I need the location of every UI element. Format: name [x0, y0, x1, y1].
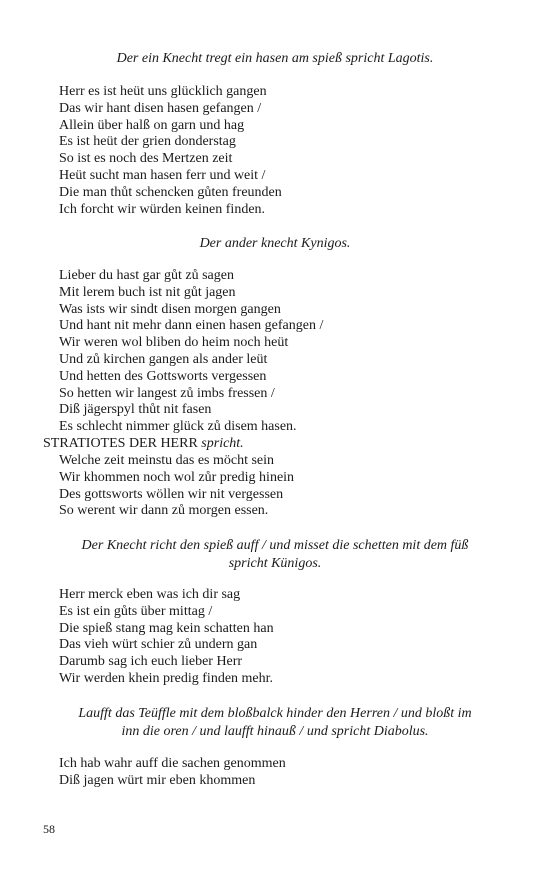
verse-line: Es ist heüt der grien donderstag [59, 134, 236, 150]
verse-line: Die spieß stang mag kein schatten han [59, 620, 274, 636]
stage-direction-diabolus [40, 705, 510, 741]
verse-line: Es schlecht nimmer glück zů disem hasen. [59, 419, 297, 435]
stage-direction-line: Laufft das Teüffle mit dem bloßbalck hinder den Herren / und bloßt im [78, 706, 472, 721]
verse-line: Welche zeit meinstu das es möcht sein [59, 453, 275, 468]
verse-line: Das vieh würt schier zů undern gan [59, 637, 258, 653]
verse-line: Herr merck eben was ich dir sag [59, 587, 241, 602]
verse-line: Das wir hant disen hasen gefangen / [59, 100, 262, 116]
speaker-verb: spricht. [201, 436, 244, 451]
stage-direction-kunigos [40, 537, 510, 573]
verse-line: Diß jagen würt mir eben khommen [59, 772, 256, 788]
verse-line: Ich forcht wir würden keinen finden. [59, 201, 266, 217]
stage-direction-line: Der Knecht richt den spieß auff / und misset die schetten mit dem füß [81, 538, 469, 553]
speaker-line-stratiotes [43, 436, 244, 453]
stanza-kynigos [59, 268, 519, 436]
stage-direction-line: inn die oren / und laufft hinauß / und spricht Diabolus. [121, 724, 429, 739]
verse-line: So hetten wir langest zů imbs fressen / [59, 385, 275, 401]
verse-line: Ich hab wahr auff die sachen genommen [59, 756, 286, 771]
verse-line: Heüt sucht man hasen ferr und weit / [59, 167, 266, 183]
verse-line: Und hant nit mehr dann einen hasen gefangen / [59, 318, 324, 334]
verse-line: Und zů kirchen gangen als ander leüt [59, 351, 268, 367]
stage-direction-kynigos: Der ander knecht Kynigos. [199, 236, 351, 251]
verse-line: So werent wir dann zů morgen essen. [59, 503, 269, 519]
stage-direction-lagotis: Der ein Knecht tregt ein hasen am spieß spricht Lagotis. [116, 51, 434, 66]
verse-line: Herr es ist heüt uns glücklich gangen [59, 84, 267, 99]
stanza-kunigos [59, 587, 519, 688]
stanza-diabolus [59, 756, 519, 790]
stage-direction-line: spricht Künigos. [228, 556, 322, 571]
verse-line: Es ist ein gůts über mittag / [59, 603, 213, 619]
verse-line: Und hetten des Gottsworts vergessen [59, 368, 267, 384]
stanza-stratiotes [59, 453, 519, 520]
verse-line: Die man thůt schencken gůten freunden [59, 184, 282, 200]
verse-line: Allein über halß on garn und hag [59, 117, 245, 133]
speaker-name: STRATIOTES DER HERR [43, 436, 198, 451]
verse-line: Lieber du hast gar gůt zů sagen [59, 268, 234, 283]
verse-line: Mit lerem buch ist nit gůt jagen [59, 284, 236, 300]
verse-line: So ist es noch des Mertzen zeit [59, 151, 233, 167]
page-number: 58 [43, 822, 55, 836]
verse-line: Diß jägerspyl thůt nit fasen [59, 402, 212, 418]
stanza-lagotis [59, 84, 519, 218]
verse-line: Was ists wir sindt disen morgen gangen [59, 301, 281, 317]
verse-line: Wir weren wol bliben do heim noch heüt [59, 335, 289, 351]
verse-line: Darumb sag ich euch lieber Herr [59, 654, 243, 670]
verse-line: Des gottsworts wöllen wir nit vergessen [59, 486, 284, 502]
verse-line: Wir khommen noch wol zůr predig hinein [59, 469, 295, 485]
verse-line: Wir werden khein predig finden mehr. [59, 670, 274, 686]
